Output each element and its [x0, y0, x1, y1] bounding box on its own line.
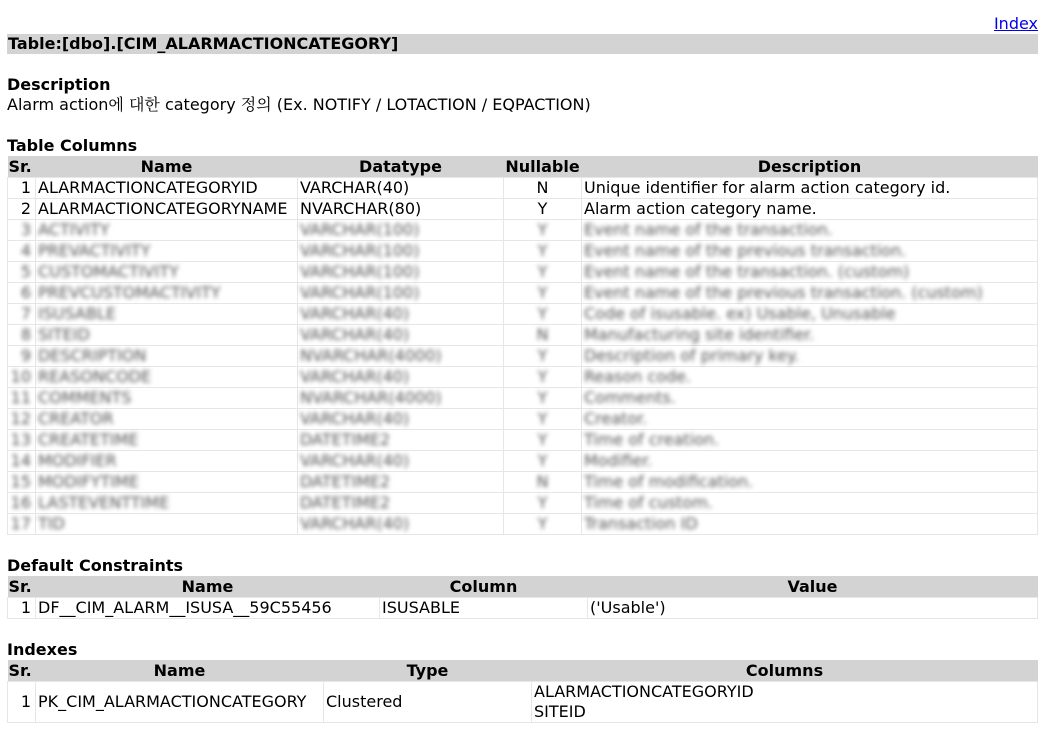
cell-datatype: DATETIME2 — [298, 493, 504, 514]
cell-name: DF__CIM_ALARM__ISUSA__59C55456 — [36, 598, 380, 619]
cell-value: ('Usable') — [588, 598, 1038, 619]
table-row — [8, 262, 1038, 283]
cell-datatype: NVARCHAR(4000) — [298, 346, 504, 367]
cell-name: COMMENTS — [36, 388, 298, 409]
cell-sr: 12 — [8, 409, 36, 430]
cell-nullable: Y — [504, 514, 582, 535]
cell-name: PK_CIM_ALARMACTIONCATEGORY — [36, 682, 324, 723]
cell-datatype: VARCHAR(40) — [298, 178, 504, 199]
cell-nullable: Y — [504, 493, 582, 514]
cell-sr: 14 — [8, 451, 36, 472]
cell-nullable: Y — [504, 241, 582, 262]
table-row — [8, 304, 1038, 325]
cell-sr: 7 — [8, 304, 36, 325]
table-title: Table:[dbo].[CIM_ALARMACTIONCATEGORY] — [7, 34, 1038, 54]
index-link[interactable]: Index — [993, 14, 1038, 33]
cell-name: ALARMACTIONCATEGORYID — [36, 178, 298, 199]
table-row — [8, 178, 1038, 199]
indexes-header-row — [8, 660, 1038, 682]
constraints-header-row — [8, 576, 1038, 598]
cell-datatype: VARCHAR(40) — [298, 514, 504, 535]
cell-name: SITEID — [36, 325, 298, 346]
table-row — [8, 346, 1038, 367]
cell-nullable: Y — [504, 262, 582, 283]
table-row — [8, 598, 1038, 619]
cell-description: Description of primary key. — [582, 346, 1038, 367]
header-value: Value — [588, 576, 1038, 598]
constraints-table — [7, 576, 1038, 619]
cell-sr: 13 — [8, 430, 36, 451]
cell-nullable: Y — [504, 220, 582, 241]
header-columns: Columns — [532, 660, 1038, 682]
header-datatype: Datatype — [298, 156, 504, 178]
table-row — [8, 241, 1038, 262]
table-row — [8, 451, 1038, 472]
cell-nullable: Y — [504, 409, 582, 430]
header-nullable: Nullable — [505, 157, 580, 176]
cell-sr: 6 — [8, 283, 36, 304]
cell-datatype: DATETIME2 — [298, 472, 504, 493]
table-row — [8, 283, 1038, 304]
cell-description: Time of custom. — [582, 493, 1038, 514]
header-type: Type — [324, 660, 532, 682]
default-constraints-heading: Default Constraints — [7, 556, 184, 575]
header-name: Name — [36, 156, 298, 178]
cell-sr: 3 — [8, 220, 36, 241]
cell-datatype: VARCHAR(100) — [298, 220, 504, 241]
header-name: Name — [36, 660, 324, 682]
table-row — [8, 325, 1038, 346]
cell-name: ALARMACTIONCATEGORYNAME — [36, 199, 298, 220]
header-name: Name — [36, 576, 380, 598]
cell-nullable: N — [504, 472, 582, 493]
cell-description: Transaction ID — [582, 514, 1038, 535]
cell-name: DESCRIPTION — [36, 346, 298, 367]
cell-datatype: VARCHAR(100) — [298, 283, 504, 304]
cell-sr: 1 — [8, 178, 36, 199]
cell-nullable: Y — [504, 367, 582, 388]
indexes-heading: Indexes — [7, 640, 78, 659]
columns-body — [8, 178, 1038, 535]
cell-name: CUSTOMACTIVITY — [36, 262, 298, 283]
cell-column: ISUSABLE — [380, 598, 588, 619]
cell-name: LASTEVENTTIME — [36, 493, 298, 514]
table-row — [8, 682, 1038, 723]
cell-description: Code of isusable. ex) Usable, Unusable — [582, 304, 1038, 325]
cell-description: Modifier. — [582, 451, 1038, 472]
columns-table — [7, 156, 1038, 535]
cell-name: ACTIVITY — [36, 220, 298, 241]
page-content — [7, 14, 1038, 723]
cell-description: Manufacturing site identifier. — [582, 325, 1038, 346]
cell-columns — [532, 682, 1038, 723]
cell-description: Comments. — [582, 388, 1038, 409]
cell-datatype: VARCHAR(40) — [298, 409, 504, 430]
table-row — [8, 388, 1038, 409]
cell-nullable: N — [504, 178, 582, 199]
header-column: Column — [380, 576, 588, 598]
cell-sr: 11 — [8, 388, 36, 409]
indexes-table — [7, 660, 1038, 723]
cell-nullable: Y — [504, 304, 582, 325]
cell-nullable: Y — [504, 283, 582, 304]
table-row — [8, 493, 1038, 514]
cell-sr: 17 — [8, 514, 36, 535]
cell-datatype: VARCHAR(40) — [298, 304, 504, 325]
table-row — [8, 367, 1038, 388]
columns-header-row — [8, 156, 1038, 178]
cell-name: CREATETIME — [36, 430, 298, 451]
index-column: SITEID — [534, 702, 586, 721]
cell-nullable: Y — [504, 430, 582, 451]
cell-sr: 1 — [8, 598, 36, 619]
cell-description: Event name of the transaction. (custom) — [582, 262, 1038, 283]
cell-name: PREVACTIVITY — [36, 241, 298, 262]
cell-name: CREATOR — [36, 409, 298, 430]
description-heading: Description — [7, 75, 111, 94]
index-column: ALARMACTIONCATEGORYID — [534, 682, 754, 701]
cell-sr: 4 — [8, 241, 36, 262]
table-row — [8, 514, 1038, 535]
cell-description: Alarm action category name. — [582, 199, 1038, 220]
cell-datatype: NVARCHAR(4000) — [298, 388, 504, 409]
cell-datatype: VARCHAR(40) — [298, 325, 504, 346]
cell-nullable: Y — [504, 388, 582, 409]
cell-sr: 2 — [8, 199, 36, 220]
cell-name: MODIFIER — [36, 451, 298, 472]
table-row — [8, 430, 1038, 451]
cell-name: TID — [36, 514, 298, 535]
cell-datatype: VARCHAR(40) — [298, 367, 504, 388]
cell-description: Event name of the previous transaction. — [582, 241, 1038, 262]
cell-sr: 10 — [8, 367, 36, 388]
cell-nullable: N — [504, 325, 582, 346]
cell-sr: 16 — [8, 493, 36, 514]
cell-description: Reason code. — [582, 367, 1038, 388]
cell-name: PREVCUSTOMACTIVITY — [36, 283, 298, 304]
cell-description: Unique identifier for alarm action category id. — [582, 178, 1038, 199]
header-sr: Sr. — [8, 156, 36, 178]
cell-description: Event name of the previous transaction. (custom) — [582, 283, 1038, 304]
cell-sr: 9 — [8, 346, 36, 367]
cell-name: ISUSABLE — [36, 304, 298, 325]
cell-datatype: VARCHAR(40) — [298, 451, 504, 472]
cell-sr: 15 — [8, 472, 36, 493]
table-row — [8, 220, 1038, 241]
table-row — [8, 409, 1038, 430]
cell-nullable: Y — [504, 346, 582, 367]
cell-type: Clustered — [324, 682, 532, 723]
cell-datatype: VARCHAR(100) — [298, 241, 504, 262]
cell-datatype: DATETIME2 — [298, 430, 504, 451]
cell-datatype: NVARCHAR(80) — [298, 199, 504, 220]
cell-sr: 5 — [8, 262, 36, 283]
cell-description: Event name of the transaction. — [582, 220, 1038, 241]
cell-sr: 8 — [8, 325, 36, 346]
header-description: Description — [582, 156, 1038, 178]
table-columns-heading: Table Columns — [7, 136, 138, 155]
header-sr: Sr. — [8, 576, 36, 598]
table-row — [8, 199, 1038, 220]
cell-nullable: Y — [504, 199, 582, 220]
cell-sr: 1 — [8, 682, 36, 723]
cell-datatype: VARCHAR(100) — [298, 262, 504, 283]
cell-description: Creator. — [582, 409, 1038, 430]
cell-name: MODIFYTIME — [36, 472, 298, 493]
cell-nullable: Y — [504, 451, 582, 472]
description-text: Alarm action에 대한 category 정의 (Ex. NOTIFY / LOTACTION / EQPACTION) — [7, 95, 591, 114]
header-sr: Sr. — [8, 660, 36, 682]
table-row — [8, 472, 1038, 493]
cell-description: Time of modification. — [582, 472, 1038, 493]
cell-description: Time of creation. — [582, 430, 1038, 451]
cell-name: REASONCODE — [36, 367, 298, 388]
